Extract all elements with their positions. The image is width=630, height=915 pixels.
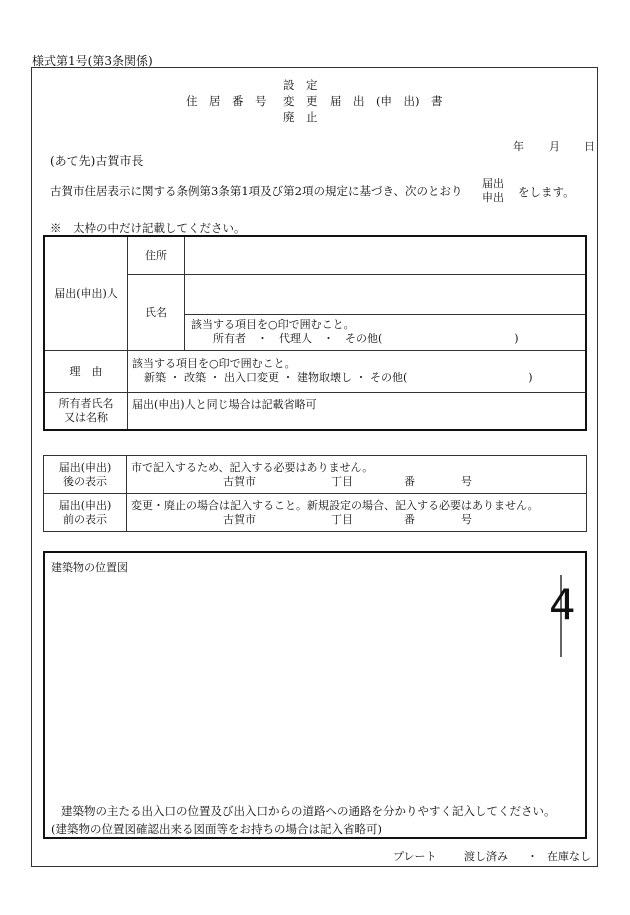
title-right: 届 出 (申 出) 書 xyxy=(330,94,443,108)
north-arrow-icon xyxy=(545,567,581,657)
owner-note: 届出(申出)人と同じ場合は記載省略可 xyxy=(132,397,317,411)
after-go: 号 xyxy=(461,474,472,488)
owner-field[interactable] xyxy=(128,392,587,430)
title-option-set: 設 定 xyxy=(283,78,318,92)
footer-dot: ・ xyxy=(527,850,538,863)
map-instruction-2: (建築物の位置図確認出来る図面等をお持ちの場合は記入省略可) xyxy=(51,822,382,836)
reason-instruction: 該当する項目を○印で囲むこと。 xyxy=(132,357,296,370)
applicant-type-cell xyxy=(185,314,587,350)
statement-end: をします。 xyxy=(518,185,575,199)
after-city: 古賀市 xyxy=(223,474,256,488)
reason-options[interactable]: 新築 ・ 改築 ・ 出入口変更 ・ 建物取壊し ・ その他( ) xyxy=(144,371,533,384)
statement-text: 古賀市住居表示に関する条例第3条第1項及び第2項の規定に基づき、次のとおり xyxy=(50,184,463,198)
applicant-type-instruction: 該当する項目を○印で囲むこと。 xyxy=(191,318,355,331)
owner-label-line2: 又は名称 xyxy=(64,410,108,424)
title-option-abolish: 廃 止 xyxy=(283,110,318,124)
footer-stock[interactable]: 在庫なし xyxy=(547,850,591,863)
after-ban: 番 xyxy=(404,474,415,488)
address-label: 住所 xyxy=(128,236,185,274)
form-label: 様式第1号(第3条関係) xyxy=(32,54,153,68)
form-title xyxy=(0,77,630,127)
after-label-line1: 届出(申出) xyxy=(58,460,112,474)
applicant-type-options[interactable]: 所有者 ・ 代理人 ・ その他( ) xyxy=(213,332,519,345)
before-label-line1: 届出(申出) xyxy=(58,498,112,512)
before-label xyxy=(44,494,127,532)
after-field xyxy=(127,456,587,494)
before-go: 号 xyxy=(461,512,472,526)
before-note: 変更・廃止の場合は記入すること。新規設定の場合、記入する必要はありません。 xyxy=(131,498,539,512)
before-address-row xyxy=(131,513,582,527)
statement-option-moushide: 申出 xyxy=(482,191,504,204)
map-instruction-1: 建築物の主たる出入口の位置及び出入口からの道路への通路を分かりやすく記入してください。 xyxy=(61,804,556,818)
before-field[interactable] xyxy=(127,494,587,532)
footer-plate: プレート xyxy=(393,850,437,863)
before-ban: 番 xyxy=(404,512,415,526)
after-chome: 丁目 xyxy=(331,474,353,488)
date-year: 年 xyxy=(513,140,524,153)
after-note: 市で記入するため、記入する必要はありません。 xyxy=(131,460,374,474)
recipient: (あて先)古賀市長 xyxy=(50,154,144,168)
north-mark: 4 xyxy=(549,580,576,629)
date-day: 日 xyxy=(584,140,595,153)
reason-cell xyxy=(128,350,587,392)
address-field[interactable] xyxy=(185,236,587,274)
footer-delivered[interactable]: 渡し済み xyxy=(464,850,508,863)
before-city: 古賀市 xyxy=(223,512,256,526)
instruction-note: ※ 太枠の中だけ記載してください。 xyxy=(50,221,246,235)
location-map-box[interactable] xyxy=(43,551,587,839)
statement-options xyxy=(482,177,504,205)
statement xyxy=(50,183,463,199)
statement-option-todokede: 届出 xyxy=(482,177,504,190)
map-label: 建築物の位置図 xyxy=(51,561,128,574)
name-field[interactable] xyxy=(185,274,587,314)
title-option-change: 変 更 xyxy=(283,94,318,108)
display-table xyxy=(43,455,587,532)
title-left: 住 居 番 号 xyxy=(186,94,267,108)
date-month: 月 xyxy=(549,140,560,153)
applicant-label: 届出(申出)人 xyxy=(44,236,128,350)
after-label-line2: 後の表示 xyxy=(63,474,107,488)
after-label xyxy=(44,456,127,494)
before-chome: 丁目 xyxy=(331,512,353,526)
reason-label: 理 由 xyxy=(44,350,128,392)
after-address-row xyxy=(131,475,582,489)
name-label: 氏名 xyxy=(128,274,185,350)
owner-label xyxy=(44,392,128,430)
applicant-table xyxy=(43,235,587,431)
before-label-line2: 前の表示 xyxy=(63,512,107,526)
owner-label-line1: 所有者氏名 xyxy=(58,396,114,410)
